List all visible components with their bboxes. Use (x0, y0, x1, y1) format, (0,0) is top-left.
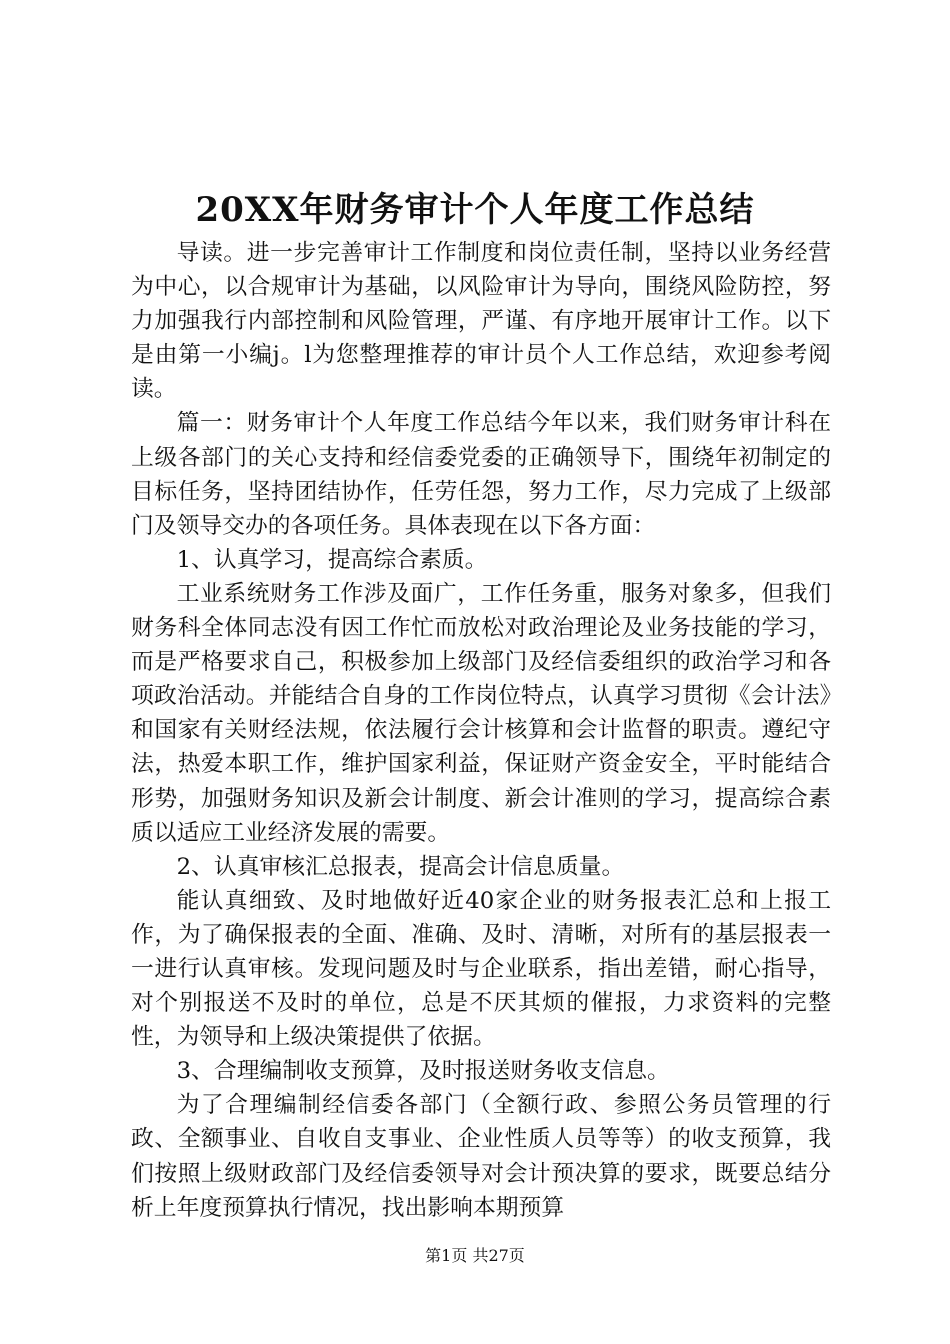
document-title: 20XX年财务审计个人年度工作总结 (195, 190, 755, 230)
paragraph-intro: 导读。进一步完善审计工作制度和岗位责任制，坚持以业务经营为中心，以合规审计为基础，以风险审计为导向，围绕风险防控，努力加强我行内部控制和风险管理，严谨、有序地开展审计工作。以下是由第一小编j。l为您整理推荐的审计员个人工作总结，欢迎参考阅读。 (131, 240, 831, 403)
paragraph-budget: 为了合理编制经信委各部门（全额行政、参照公务员管理的行政、全额事业、自收自支事业、企业性质人员等等）的收支预算，我们按照上级财政部门及经信委领导对会计预决算的要求，既要总结分析上年度预算执行情况，找出影响本期预算 (131, 1092, 831, 1221)
paragraph-report-review: 能认真细致、及时地做好近40家企业的财务报表汇总和上报工作，为了确保报表的全面、准确、及时、清晰，对所有的基层报表一一进行认真审核。发现问题及时与企业联系，指出差错，耐心指导，对个别报送不及时的单位，总是不厌其烦的催报，力求资料的完整性，为领导和上级决策提供了依据。 (131, 887, 831, 1051)
page-number-footer: 第1页 共27页 (425, 1246, 525, 1265)
section-heading-3: 3、合理编制收支预算，及时报送财务收支信息。 (176, 1058, 670, 1085)
paragraph-study: 工业系统财务工作涉及面广，工作任务重，服务对象多，但我们财务科全体同志没有因工作忙而放松对政治理论及业务技能的学习，而是严格要求自己，积极参加上级部门及经信委组织的政治学习和各项政治活动。并能结合自身的工作岗位特点，认真学习贯彻《会计法》和国家有关财经法规，依法履行会计核算和会计监督的职责。遵纪守法，热爱本职工作，维护国家利益，保证财产资金安全，平时能结合形势，加强财务知识及新会计制度、新会计准则的学习，提高综合素质以适应工业经济发展的需要。 (131, 580, 831, 846)
paragraph-part-one: 篇一：财务审计个人年度工作总结今年以来，我们财务审计科在上级各部门的关心支持和经信委党委的正确领导下，围绕年初制定的目标任务，坚持团结协作，任劳任怨，努力工作，尽力完成了上级部门及领导交办的各项任务。具体表现在以下各方面： (131, 410, 831, 539)
document-body (131, 236, 831, 1225)
section-heading-1: 1、认真学习，提高综合素质。 (176, 546, 488, 573)
section-heading-2: 2、认真审核汇总报表，提高会计信息质量。 (176, 853, 625, 880)
